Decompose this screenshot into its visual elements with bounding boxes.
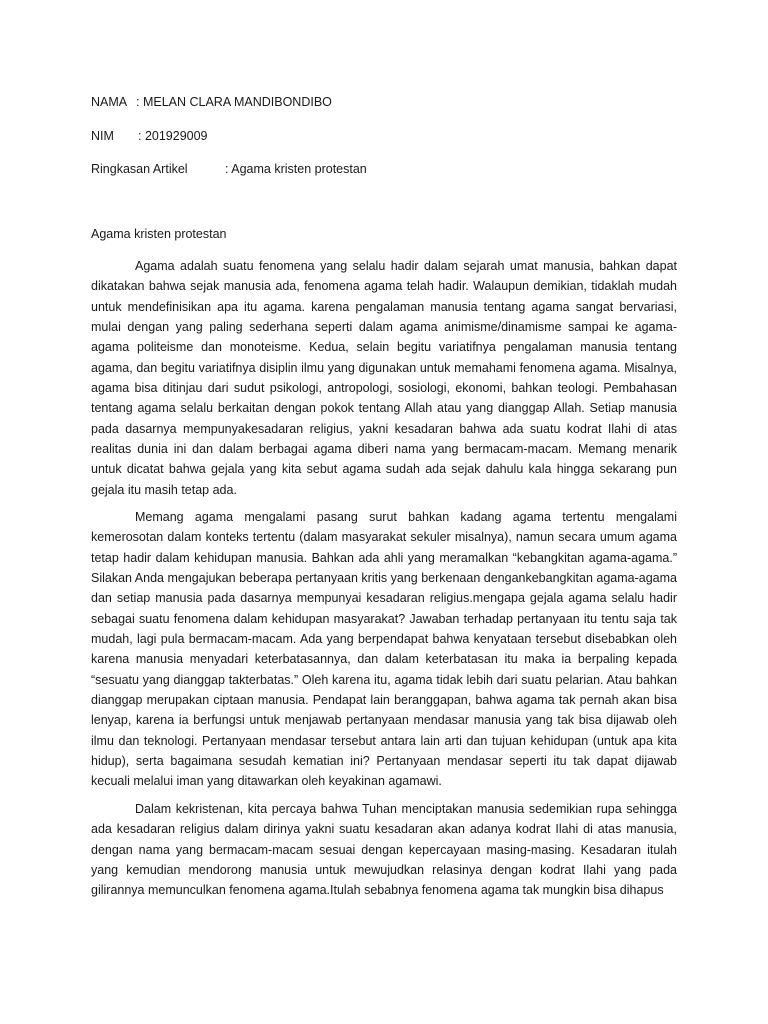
name-label: NAMA bbox=[91, 95, 128, 109]
student-name-line bbox=[91, 94, 332, 110]
paragraph-2: Memang agama mengalami pasang surut bahkan kadang agama tertentu mengalami kemerosotan dalam konteks tertentu (dalam masyarakat sekuler misalnya), namun secara umum agama tetap hadir dalam kehidupan manusia. Bahkan ada ahli yang meramalkan “kebangkitan agama-agama.” Silakan Anda mengajukan beberapa pertanyaan kritis yang berkenaan dengankebangkitan agama-agama dan setiap manusia pada dasarnya mempunyai kesadaran religius.mengapa gejala agama selalu hadir sebagai suatu fenomena dalam kehidupan masyarakat? Jawaban terhadap pertanyaan itu tentu saja tak mudah, lagi pula bermacam-macam. Ada yang berpendapat bahwa kenyataan tersebut disebabkan oleh karena manusia menyadari keterbatasannya, dan dalam keterbatasan itu maka ia berpaling kepada “sesuatu yang dianggap takterbatas.” Oleh karena itu, agama tidak lebih dari suatu pelarian. Atau bahkan dianggap merupakan ciptaan manusia. Pendapat lain beranggapan, bahwa agama tak pernah akan bisa lenyap, karena ia berfungsi untuk menjawab pertanyaan mendasar manusia yang tak bisa dijawab oleh ilmu dan teknologi. Pertanyaan mendasar tersebut antara lain arti dan tujuan kehidupan (untuk apa kita hidup), serta bagaimana sesudah kematian ini? Pertanyaan mendasar seperti itu tak dapat dijawab kecuali melalui iman yang ditawarkan oleh keyakinan agamawi. bbox=[91, 510, 677, 789]
summary-value: : Agama kristen protestan bbox=[225, 162, 367, 176]
article-summary-line bbox=[91, 161, 367, 177]
nim-value: : 201929009 bbox=[138, 129, 208, 143]
nim-label: NIM bbox=[91, 129, 114, 143]
name-value: : MELAN CLARA MANDIBONDIBO bbox=[136, 95, 332, 109]
summary-label: Ringkasan Artikel bbox=[91, 162, 188, 176]
paragraph-3: Dalam kekristenan, kita percaya bahwa Tuhan menciptakan manusia sedemikian rupa sehingga ada kesadaran religius dalam dirinya yakni suatu kesadaran akan adanya kodrat Ilahi di atas manusia, dengan nama yang bermacam-macam sesuai dengan kepercayaan masing-masing. Kesadaran itulah yang kemudian mendorong manusia untuk mewujudkan relasinya dengan kodrat Ilahi yang pada gilirannya memunculkan fenomena agama.Itulah sebabnya fenomena agama tak mungkin bisa dihapus bbox=[91, 802, 677, 898]
article-title: Agama kristen protestan bbox=[91, 227, 227, 241]
student-id-line bbox=[91, 128, 208, 144]
paragraph-1: Agama adalah suatu fenomena yang selalu hadir dalam sejarah umat manusia, bahkan dapat dikatakan bahwa sejak manusia ada, fenomena agama telah hadir. Walaupun demikian, tidaklah mudah untuk mendefinisikan apa itu agama. karena pengalaman manusia tentang agama sangat bervariasi, mulai dengan yang paling sederhana seperti dalam agama animisme/dinamisme sampai ke agama-agama politeisme dan monoteisme. Kedua, selain begitu variatifnya pengalaman manusia tentang agama, dan begitu variatifnya disiplin ilmu yang digunakan untuk memahami fenomena agama. Misalnya, agama bisa ditinjau dari sudut psikologi, antropologi, sosiologi, ekonomi, bahkan teologi. Pembahasan tentang agama selalu berkaitan dengan pokok tentang Allah atau yang dianggap Allah. Setiap manusia pada dasarnya mempunyakesadaran religius, yakni kesadaran bahwa ada suatu kodrat Ilahi di atas realitas dunia ini dan dalam berbagai agama diberi nama yang bermacam-macam. Memang menarik untuk dicatat bahwa gejala yang kita sebut agama sudah ada sejak dahulu kala hingga sekarang pun gejala itu masih tetap ada. bbox=[91, 259, 677, 497]
